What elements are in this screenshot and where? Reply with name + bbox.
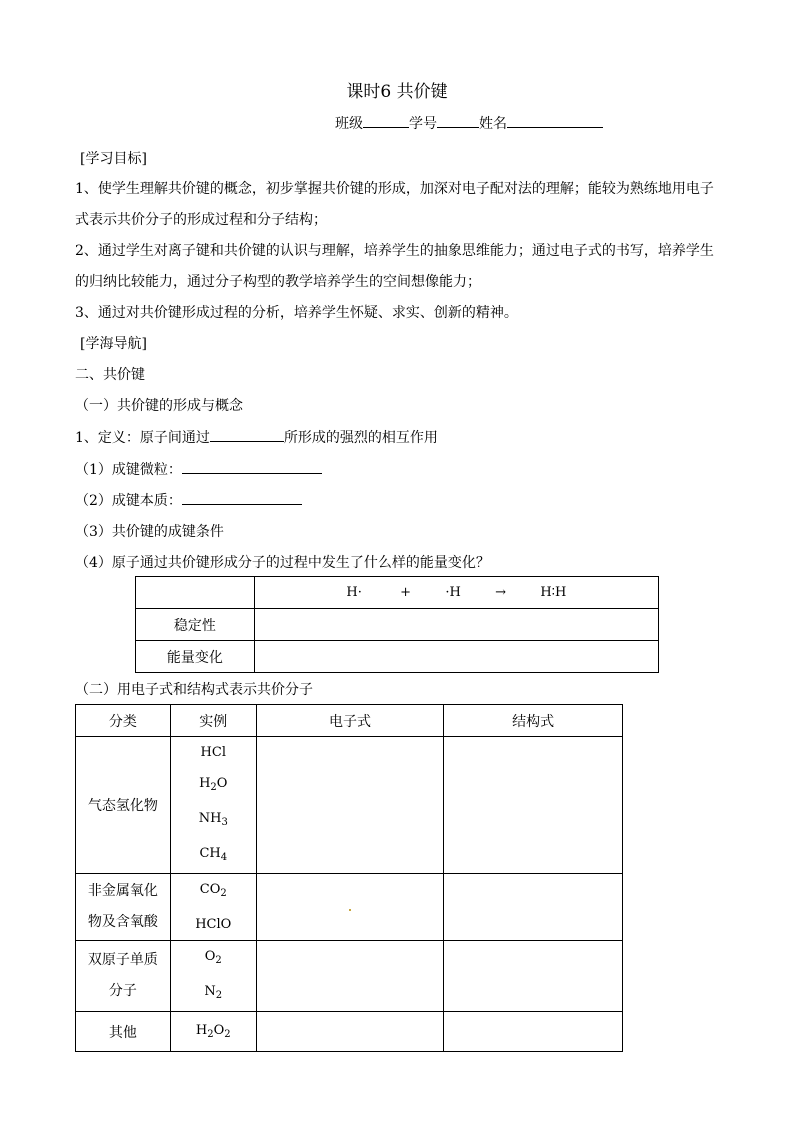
item-line: （1）成键微粒： — [75, 459, 322, 479]
structural-formula-cell[interactable] — [444, 874, 623, 941]
stray-dot — [349, 909, 351, 911]
structural-formula-cell[interactable] — [444, 737, 623, 874]
structural-formula-cell[interactable] — [444, 1012, 623, 1052]
stability-label: 稳定性 — [136, 609, 255, 641]
examples-hydrides: HCl $H_2O$ $NH_3$ $CH_4$ — [170, 737, 256, 874]
class-label: 班级 — [335, 116, 363, 132]
reaction-equation: H· + ·H → H∶H — [254, 577, 658, 609]
energy-change-answer-cell[interactable] — [254, 641, 658, 673]
header-category: 分类 — [76, 705, 171, 737]
objective-line: 3、通过对共价键形成过程的分析，培养学生怀疑、求实、创新的精神。 — [75, 305, 518, 321]
objective-line: 的归纳比较能力，通过分子构型的教学培养学生的空间想像能力； — [75, 274, 481, 290]
header-example: 实例 — [170, 705, 256, 737]
examples-oxides-acids: $CO_2$ HClO — [170, 874, 256, 941]
section-heading: 二、共价键 — [75, 367, 145, 383]
category-oxides-acids: 非金属氧化 物及含氧酸 — [76, 874, 171, 941]
objective-line: 2、通过学生对离子键和共价键的认识与理解，培养学生的抽象思维能力；通过电子式的书写，培养学生 — [75, 243, 714, 259]
category-other: 其他 — [76, 1012, 171, 1052]
examples-other: $H_2O_2$ — [170, 1012, 256, 1052]
stability-answer-cell[interactable] — [254, 609, 658, 641]
item-line: （3）共价键的成键条件 — [75, 524, 224, 540]
bond-essence-blank[interactable] — [182, 490, 302, 505]
number-blank[interactable] — [437, 113, 479, 128]
header-electron-formula: 电子式 — [256, 705, 444, 737]
name-blank[interactable] — [507, 113, 603, 128]
student-info — [335, 113, 603, 133]
name-label: 姓名 — [479, 116, 507, 132]
category-diatomic: 双原子单质 分子 — [76, 941, 171, 1012]
number-label: 学号 — [409, 116, 437, 132]
energy-table — [135, 576, 659, 673]
subsection-heading: （一）共价键的形成与概念 — [75, 398, 243, 414]
molecule-table — [75, 704, 623, 1052]
subsection-heading: （二）用电子式和结构式表示共价分子 — [75, 682, 313, 698]
electron-formula-cell[interactable] — [256, 941, 444, 1012]
objective-line: 1、使学生理解共价键的概念，初步掌握共价键的形成，加深对电子配对法的理解；能较为熟练地用电子 — [75, 181, 714, 197]
objectives-heading: [学习目标] — [80, 151, 147, 167]
page-title: 课时6 共价键 — [346, 82, 448, 102]
electron-formula-cell[interactable] — [256, 1012, 444, 1052]
electron-formula-cell[interactable] — [256, 874, 444, 941]
electron-formula-cell[interactable] — [256, 737, 444, 874]
energy-change-label: 能量变化 — [136, 641, 255, 673]
header-structural-formula: 结构式 — [444, 705, 623, 737]
definition-blank[interactable] — [210, 427, 284, 442]
objective-line: 式表示共价分子的形成过程和分子结构； — [75, 212, 327, 228]
empty-cell — [136, 577, 255, 609]
examples-diatomic: $O_2$ $N_2$ — [170, 941, 256, 1012]
nav-heading: [学海导航] — [80, 336, 147, 352]
category-hydrides: 气态氢化物 — [76, 737, 171, 874]
item-line: （4）原子通过共价键形成分子的过程中发生了什么样的能量变化？ — [75, 555, 490, 571]
bond-particles-blank[interactable] — [182, 459, 322, 474]
definition-line: 1、定义：原子间通过 所形成的强烈的相互作用 — [75, 427, 438, 447]
structural-formula-cell[interactable] — [444, 941, 623, 1012]
class-blank[interactable] — [363, 113, 409, 128]
item-line: （2）成键本质： — [75, 490, 302, 510]
